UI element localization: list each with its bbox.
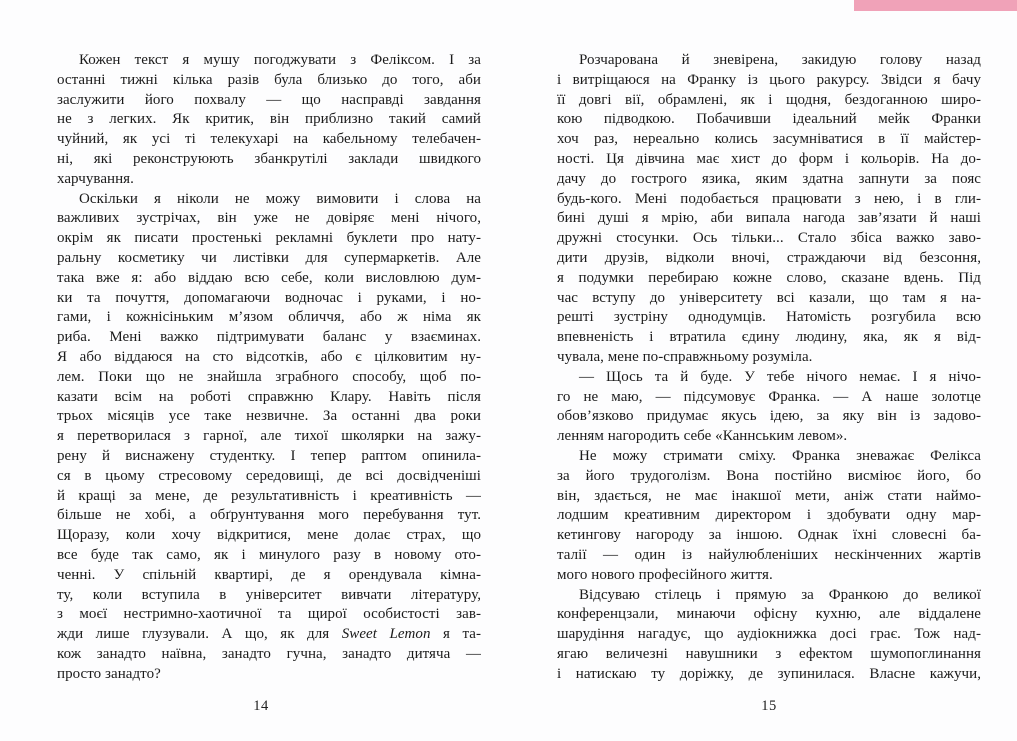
text-line: кож занадто наївна, занадто гучна, занадто дитяча — [57, 645, 481, 662]
text-line: хоч раз, нереально колись засумніватися в її майстер- [557, 131, 981, 148]
text-line: риба. Мені важко підтримувати баланс у взаєминах. [57, 329, 481, 346]
text-line: Кожен текст я мушу погоджувати з Феліксом. І за [79, 52, 481, 68]
text-line: кетингову нагороду за іншою. Однак їхні словесні ба- [557, 527, 981, 544]
text-line: час вступу до університету всі казали, що там я на- [557, 289, 981, 306]
text-line: Розчарована й зневірена, закидую голову назад [579, 52, 981, 68]
text-line: така вже я: або віддаю всю себе, коли висловлюю дум- [57, 269, 481, 286]
text-line: ченні. У спільній квартирі, де я орендувала кімна- [57, 566, 481, 583]
text-line: її довгі вії, обрамлені, як і щодня, бездоганною широ- [557, 91, 981, 108]
text-line: лем. Поки що не знайшла зграбного способу, щоб по- [57, 368, 481, 385]
text-line: й кращі за мене, де результативність і креативність — [57, 487, 481, 504]
text-line: дружні стосунки. Ось тільки... Стало збіса важко заво- [557, 230, 981, 247]
text-line: ки та почуття, допомагаючи водночас і руками, і но- [57, 289, 481, 306]
text-line: ні, які реконструюють збанкрутілі заклади швидкого [57, 150, 481, 167]
text-line: все буде так само, як і минулого разу в новому ото- [57, 546, 481, 563]
text-line: дити друзів, відколи вночі, страждаючи від безсоння, [557, 249, 981, 266]
text-line: шарудіння нагадує, що аудіокнижка досі грає. Тож над- [557, 626, 981, 643]
text-line: ленням нагородить себе «Каннським левом». [557, 428, 848, 445]
text-line: го не маю, — підсумовує Франка. — А наше золотце [557, 388, 981, 405]
text-line: трьох місяців усе таке незвичне. За останні два роки [57, 408, 481, 425]
text-line: останні тижні кілька разів була близько до того, аби [57, 71, 481, 88]
text-line: казати всім на роботі справжню Клару. Навіть після [57, 388, 481, 405]
text-line: конференцзали, минаючи офісну кухню, але віддалене [557, 606, 981, 623]
text-line: лодшим креативним директором і здобувати одну мар- [557, 507, 981, 524]
text-line: ту, коли вступила в університет вивчати літературу, [57, 586, 481, 603]
text-line: важливих зустрічах, він уже не довіряє мені нічого, [57, 210, 481, 227]
page-number-right: 15 [761, 698, 777, 714]
text-line: я подумки перебираю кожне слово, сказане вдень. Під [557, 269, 981, 286]
text-line: чуйний, як усі ті телекухарі на кабельному телебачен- [57, 131, 481, 148]
text-line: гами, і кожнісіньким м’язом обличчя, або ж німа як [57, 309, 481, 326]
bookmark-highlight[interactable] [854, 0, 1017, 11]
text-line: бині душі я мрію, аби випала нагода зав’язати й наші [557, 210, 981, 227]
text-line: за його трудоголізм. Вона постійно висміює його, бо [557, 467, 981, 484]
text-line: мого нового професійного життя. [557, 566, 773, 583]
text-line: жди лише глузували. А що, як для Sweet Lemon я та- [57, 626, 481, 643]
text-line: ся в цьому стресовому середовищі, де всі досвідченіші [57, 467, 481, 484]
text-line: дачу до гострого язика, яким здатна запнути за пояс [557, 170, 981, 187]
text-line: з моєї нестримно-хаотичної та щирої особистості зав- [57, 606, 481, 623]
text-line: ягаю величезні навушники з ефектом шумопоглинання [557, 645, 981, 662]
text-line: заслужити його похвалу — що насправді завдання [57, 91, 481, 108]
text-line: харчування. [57, 170, 134, 187]
text-line: Оскільки я ніколи не можу вимовити і слова на [79, 190, 481, 207]
text-line: і натискаю ту доріжку, де зупинилася. Власне кажучи, [557, 665, 981, 682]
text-line: чувала, мене по-справжньому розуміла. [557, 348, 813, 365]
text-line: будь-кого. Мені подобається працювати з нею, і в гли- [557, 190, 981, 207]
text-line: більше не хобі, а обґрунтування мого перебування тут. [57, 507, 481, 524]
text-line: я перетворилася з гарної, але тихої школярки на зажу- [57, 428, 481, 445]
page-right-text [557, 51, 981, 685]
text-line: ральну косметику чи листівки для супермаркетів. Але [57, 249, 481, 266]
text-line: Відсуваю стілець і прямую за Франкою до великої [579, 586, 981, 603]
text-line: Не можу стримати сміху. Франка зневажає Фелікса [579, 447, 981, 464]
text-line: кою підводкою. Побачивши ідеальний мейк Франки [557, 111, 981, 128]
text-line: рену й виснажену студентку. І тепер раптом опинила- [57, 447, 481, 464]
text-line: Я або віддаюся на сто відсотків, або є цілковитим ну- [57, 348, 481, 365]
text-line: решті зустріну однодумців. Натомість розгубила всю [557, 309, 981, 326]
text-line: талії — один із найулюбленіших нескінченних жартів [557, 546, 981, 563]
text-line: ності. Ця дівчина має хист до форм і кольорів. На до- [557, 150, 981, 167]
text-line: він, здається, не має інакшої мети, аніж стати наймо- [557, 487, 981, 504]
text-line: просто занадто? [57, 665, 161, 682]
text-line: — Щось та й буде. У тебе нічого немає. І я нічо- [579, 368, 981, 385]
text-line: обов’язково придумає якусь ідею, за яку він із задово- [557, 408, 981, 425]
page-left-text [57, 51, 481, 685]
text-line: впевненість і втратила єдину людину, яка, як я від- [557, 329, 981, 346]
text-line: Щоразу, коли хочу відкритися, мене долає страх, що [57, 527, 481, 544]
page-number-left: 14 [253, 698, 269, 714]
text-line: і витріщаюся на Франку із цього ракурсу. Звідси я бачу [557, 71, 981, 88]
text-line: окрім як писати простенькі рекламні буклети про нату- [57, 230, 481, 247]
text-line: не з легких. Як критик, він приблизно такий самий [57, 111, 481, 128]
